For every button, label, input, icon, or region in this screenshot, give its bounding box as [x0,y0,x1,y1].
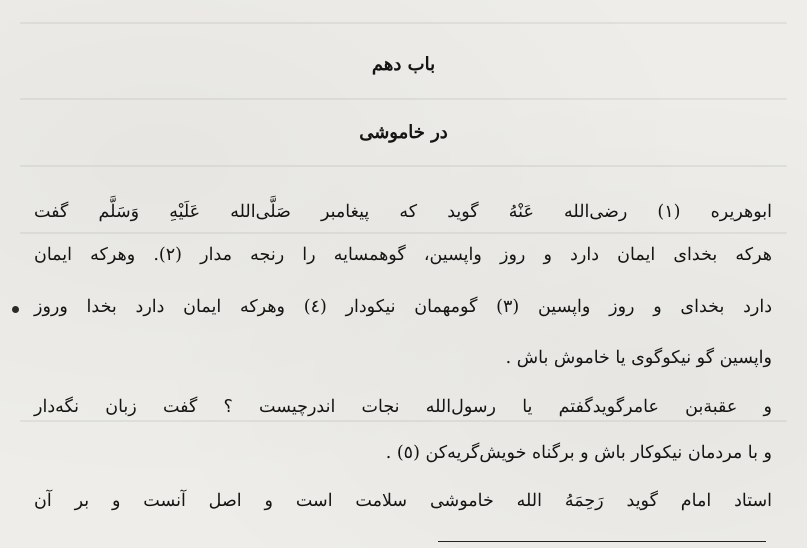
text-line: ابوهریره (۱) رضی‌الله عَنْهُ گوید که پیغامبر صَلَّی‌الله عَلَیْهِ وَسَلَّم گفت [34,202,772,222]
text-line: و با مردمان نیکوکار باش و برگناه خویش‌گریه‌کن (٥) . [385,443,772,463]
section-title: در خاموشی [359,122,448,143]
footnote-separator [438,541,766,542]
bleed-through-text [20,420,787,422]
bleed-through-text [20,232,787,234]
bleed-through-text [20,165,787,167]
chapter-title: باب دهم [371,54,436,75]
text-line: واپسین گو نیکوگوی یا خاموش باش . [505,348,772,368]
text-line: و عقبة‌بن عامرگویدگفتم یا رسول‌الله نجات اندرچیست ؟ گفت زبان نگه‌دار [34,397,772,417]
text-line: هرکه بخدای ایمان دارد و روز واپسین، گوهمسایه را رنجه مدار (۲). وهرکه ایمان [34,245,772,265]
text-line: استاد امام گوید رَحِمَهُ الله خاموشی سلامت است و اصل آنست و بر آن [34,491,772,511]
text-line: دارد بخدای و روز واپسین (۳) گومهمان نیکودار (٤) وهرکه ایمان دارد بخدا وروز [34,297,772,317]
bleed-through-text [20,98,787,100]
bleed-through-text [20,22,787,24]
margin-mark [12,306,19,313]
